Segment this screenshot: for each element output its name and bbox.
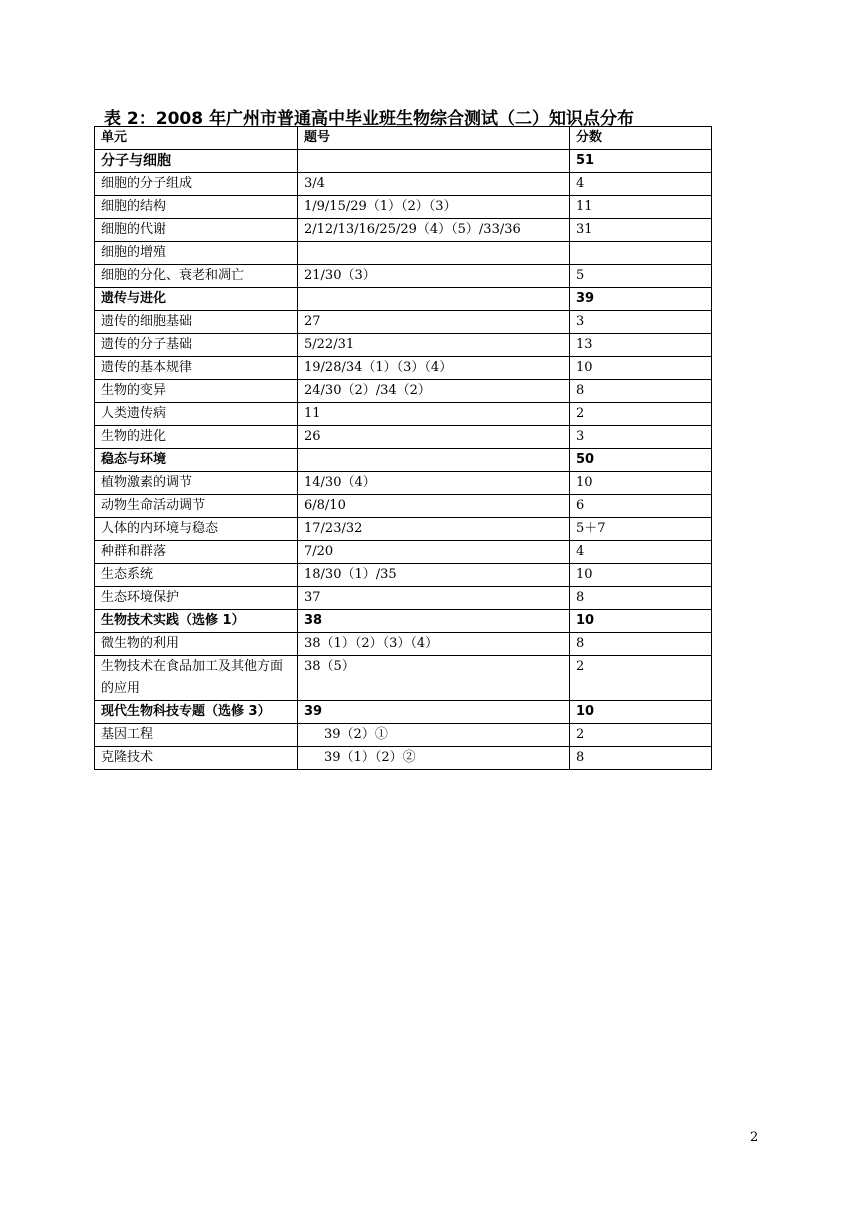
score-cell: 5＋7: [570, 518, 712, 541]
score-cell: 8: [570, 587, 712, 610]
questions-cell: 1/9/15/29（1）（2）（3）: [298, 196, 570, 219]
table-row: [95, 518, 712, 541]
questions-cell: 17/23/32: [298, 518, 570, 541]
unit-cell: 稳态与环境: [95, 449, 298, 472]
score-cell: 2: [570, 724, 712, 747]
table-row: [95, 265, 712, 288]
unit-cell: 生态系统: [95, 564, 298, 587]
questions-cell: 5/22/31: [298, 334, 570, 357]
questions-cell: 38（1）（2）（3）（4）: [298, 633, 570, 656]
unit-cell: 遗传与进化: [95, 288, 298, 311]
unit-cell: 植物激素的调节: [95, 472, 298, 495]
score-cell: 31: [570, 219, 712, 242]
score-cell: 11: [570, 196, 712, 219]
table-header-row: [95, 127, 712, 150]
table-row: [95, 242, 712, 265]
questions-cell: 19/28/34（1）（3）（4）: [298, 357, 570, 380]
questions-cell: 3/4: [298, 173, 570, 196]
score-cell: 3: [570, 311, 712, 334]
table-row: [95, 219, 712, 242]
table-row: [95, 380, 712, 403]
score-cell: 4: [570, 541, 712, 564]
table-row: [95, 701, 712, 724]
score-cell: 10: [570, 472, 712, 495]
unit-cell: 生物的进化: [95, 426, 298, 449]
questions-cell: 26: [298, 426, 570, 449]
questions-cell: 2/12/13/16/25/29（4）（5）/33/36: [298, 219, 570, 242]
unit-cell: 生物的变异: [95, 380, 298, 403]
table-row: [95, 173, 712, 196]
score-cell: 51: [570, 150, 712, 173]
questions-cell: 21/30（3）: [298, 265, 570, 288]
questions-cell: [298, 150, 570, 173]
score-cell: 8: [570, 633, 712, 656]
questions-cell: [298, 242, 570, 265]
table-row: [95, 288, 712, 311]
score-cell: 10: [570, 357, 712, 380]
table-row: [95, 747, 712, 770]
unit-cell: 遗传的基本规律: [95, 357, 298, 380]
unit-cell: 细胞的结构: [95, 196, 298, 219]
table-title: 表 2：2008 年广州市普通高中毕业班生物综合测试（二）知识点分布: [104, 109, 634, 129]
unit-cell: 分子与细胞: [95, 150, 298, 173]
unit-cell: 种群和群落: [95, 541, 298, 564]
table-row: [95, 449, 712, 472]
score-cell: 3: [570, 426, 712, 449]
score-cell: 5: [570, 265, 712, 288]
header-questions: 题号: [298, 127, 570, 150]
unit-cell: 基因工程: [95, 724, 298, 747]
questions-cell: 7/20: [298, 541, 570, 564]
questions-cell: [298, 449, 570, 472]
unit-cell: 人体的内环境与稳态: [95, 518, 298, 541]
questions-cell: 27: [298, 311, 570, 334]
table-row: [95, 150, 712, 173]
score-cell: [570, 242, 712, 265]
questions-cell: 39（2）①: [298, 724, 570, 747]
unit-cell: 人类遗传病: [95, 403, 298, 426]
table-row: [95, 656, 712, 701]
questions-cell: 37: [298, 587, 570, 610]
questions-cell: 38: [298, 610, 570, 633]
page-number: 2: [750, 1130, 759, 1145]
table-row: [95, 633, 712, 656]
table-row: [95, 403, 712, 426]
score-cell: 39: [570, 288, 712, 311]
table-row: [95, 311, 712, 334]
table-row: [95, 426, 712, 449]
table-row: [95, 724, 712, 747]
unit-cell: 动物生命活动调节: [95, 495, 298, 518]
header-unit: 单元: [95, 127, 298, 150]
unit-cell: 生物技术实践（选修 1）: [95, 610, 298, 633]
table-row: [95, 610, 712, 633]
questions-cell: 11: [298, 403, 570, 426]
score-cell: 13: [570, 334, 712, 357]
score-cell: 50: [570, 449, 712, 472]
unit-cell: 生态环境保护: [95, 587, 298, 610]
table-row: [95, 541, 712, 564]
header-score: 分数: [570, 127, 712, 150]
table-row: [95, 495, 712, 518]
score-cell: 10: [570, 701, 712, 724]
score-cell: 2: [570, 656, 712, 701]
table-row: [95, 357, 712, 380]
score-cell: 4: [570, 173, 712, 196]
unit-cell: 细胞的分子组成: [95, 173, 298, 196]
questions-cell: 24/30（2）/34（2）: [298, 380, 570, 403]
table-row: [95, 587, 712, 610]
unit-cell: 细胞的分化、衰老和凋亡: [95, 265, 298, 288]
questions-cell: 39（1）（2）②: [298, 747, 570, 770]
questions-cell: 18/30（1）/35: [298, 564, 570, 587]
questions-cell: 6/8/10: [298, 495, 570, 518]
score-cell: 8: [570, 380, 712, 403]
unit-cell: 遗传的分子基础: [95, 334, 298, 357]
unit-cell: 微生物的利用: [95, 633, 298, 656]
questions-cell: 38（5）: [298, 656, 570, 701]
table-row: [95, 564, 712, 587]
unit-cell: 克隆技术: [95, 747, 298, 770]
score-cell: 6: [570, 495, 712, 518]
unit-cell: 细胞的增殖: [95, 242, 298, 265]
unit-cell: 生物技术在食品加工及其他方面的应用: [95, 656, 298, 701]
score-cell: 2: [570, 403, 712, 426]
score-cell: 10: [570, 564, 712, 587]
score-cell: 8: [570, 747, 712, 770]
questions-cell: [298, 288, 570, 311]
table-row: [95, 472, 712, 495]
questions-cell: 14/30（4）: [298, 472, 570, 495]
questions-cell: 39: [298, 701, 570, 724]
score-cell: 10: [570, 610, 712, 633]
unit-cell: 遗传的细胞基础: [95, 311, 298, 334]
unit-cell: 现代生物科技专题（选修 3）: [95, 701, 298, 724]
table-row: [95, 334, 712, 357]
unit-cell: 细胞的代谢: [95, 219, 298, 242]
knowledge-distribution-table: [94, 126, 712, 770]
table-row: [95, 196, 712, 219]
